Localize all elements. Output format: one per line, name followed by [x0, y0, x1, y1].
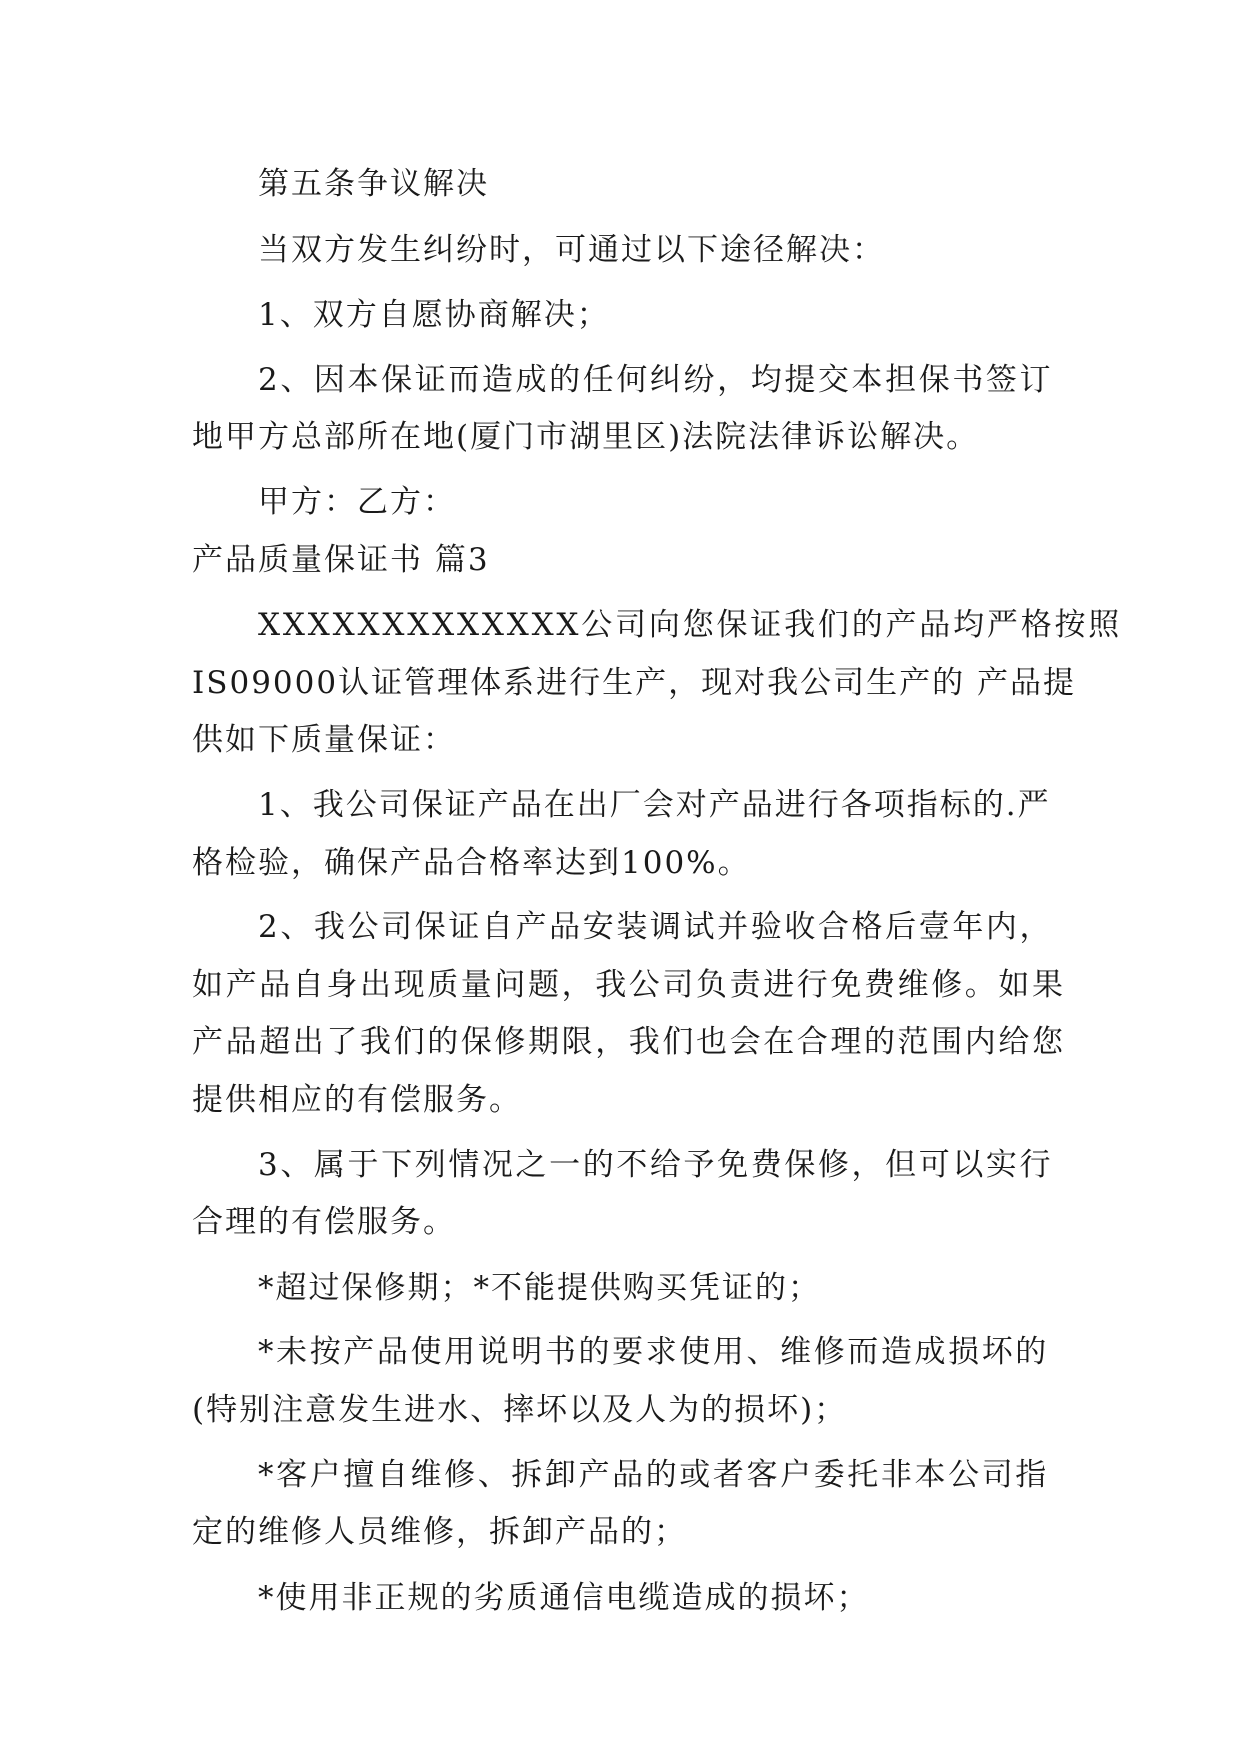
list-item: *客户擅自维修、拆卸产品的或者客户委托非本公司指 — [258, 1457, 1049, 1493]
paragraph-line: 2、因本保证而造成的任何纠纷，均提交本担保书签订 — [258, 362, 1054, 398]
paragraph-line: IS09000认证管理体系进行生产，现对我公司生产的 产品提 — [192, 665, 1076, 701]
list-item: *超过保修期；*不能提供购买凭证的； — [258, 1270, 821, 1306]
paragraph-line: 1、我公司保证产品在出厂会对产品进行各项指标的.严 — [258, 787, 1051, 823]
paragraph-line: 格检验，确保产品合格率达到100%。 — [192, 845, 751, 881]
list-item: (特别注意发生进水、摔坏以及人为的损坏)； — [192, 1392, 848, 1428]
section-title: 产品质量保证书 篇3 — [192, 542, 490, 578]
paragraph-line: 产品超出了我们的保修期限，我们也会在合理的范围内给您 — [192, 1024, 1066, 1060]
paragraph-line: 提供相应的有偿服务。 — [192, 1082, 522, 1118]
article-heading: 第五条争议解决 — [258, 166, 489, 202]
paragraph-line: 当双方发生纠纷时，可通过以下途径解决： — [258, 232, 885, 268]
paragraph-line: 2、我公司保证自产品安装调试并验收合格后壹年内， — [258, 909, 1054, 945]
paragraph-line: 供如下质量保证： — [192, 722, 456, 758]
list-item: 定的维修人员维修，拆卸产品的； — [192, 1514, 687, 1550]
list-item: *未按产品使用说明书的要求使用、维修而造成损坏的 — [258, 1334, 1049, 1370]
paragraph-line: 合理的有偿服务。 — [192, 1204, 456, 1240]
paragraph-line: 1、双方自愿协商解决； — [258, 297, 610, 333]
paragraph-line: XXXXXXXXXXXXX公司向您保证我们的产品均严格按照 — [258, 607, 1123, 643]
paragraph-line: 3、属于下列情况之一的不给予免费保修，但可以实行 — [258, 1147, 1054, 1183]
paragraph-line: 如产品自身出现质量问题，我公司负责进行免费维修。如果 — [192, 967, 1066, 1003]
signature-line: 甲方：乙方： — [258, 484, 456, 520]
paragraph-line: 地甲方总部所在地(厦门市湖里区)法院法律诉讼解决。 — [192, 419, 980, 455]
list-item: *使用非正规的劣质通信电缆造成的损坏； — [258, 1580, 870, 1616]
